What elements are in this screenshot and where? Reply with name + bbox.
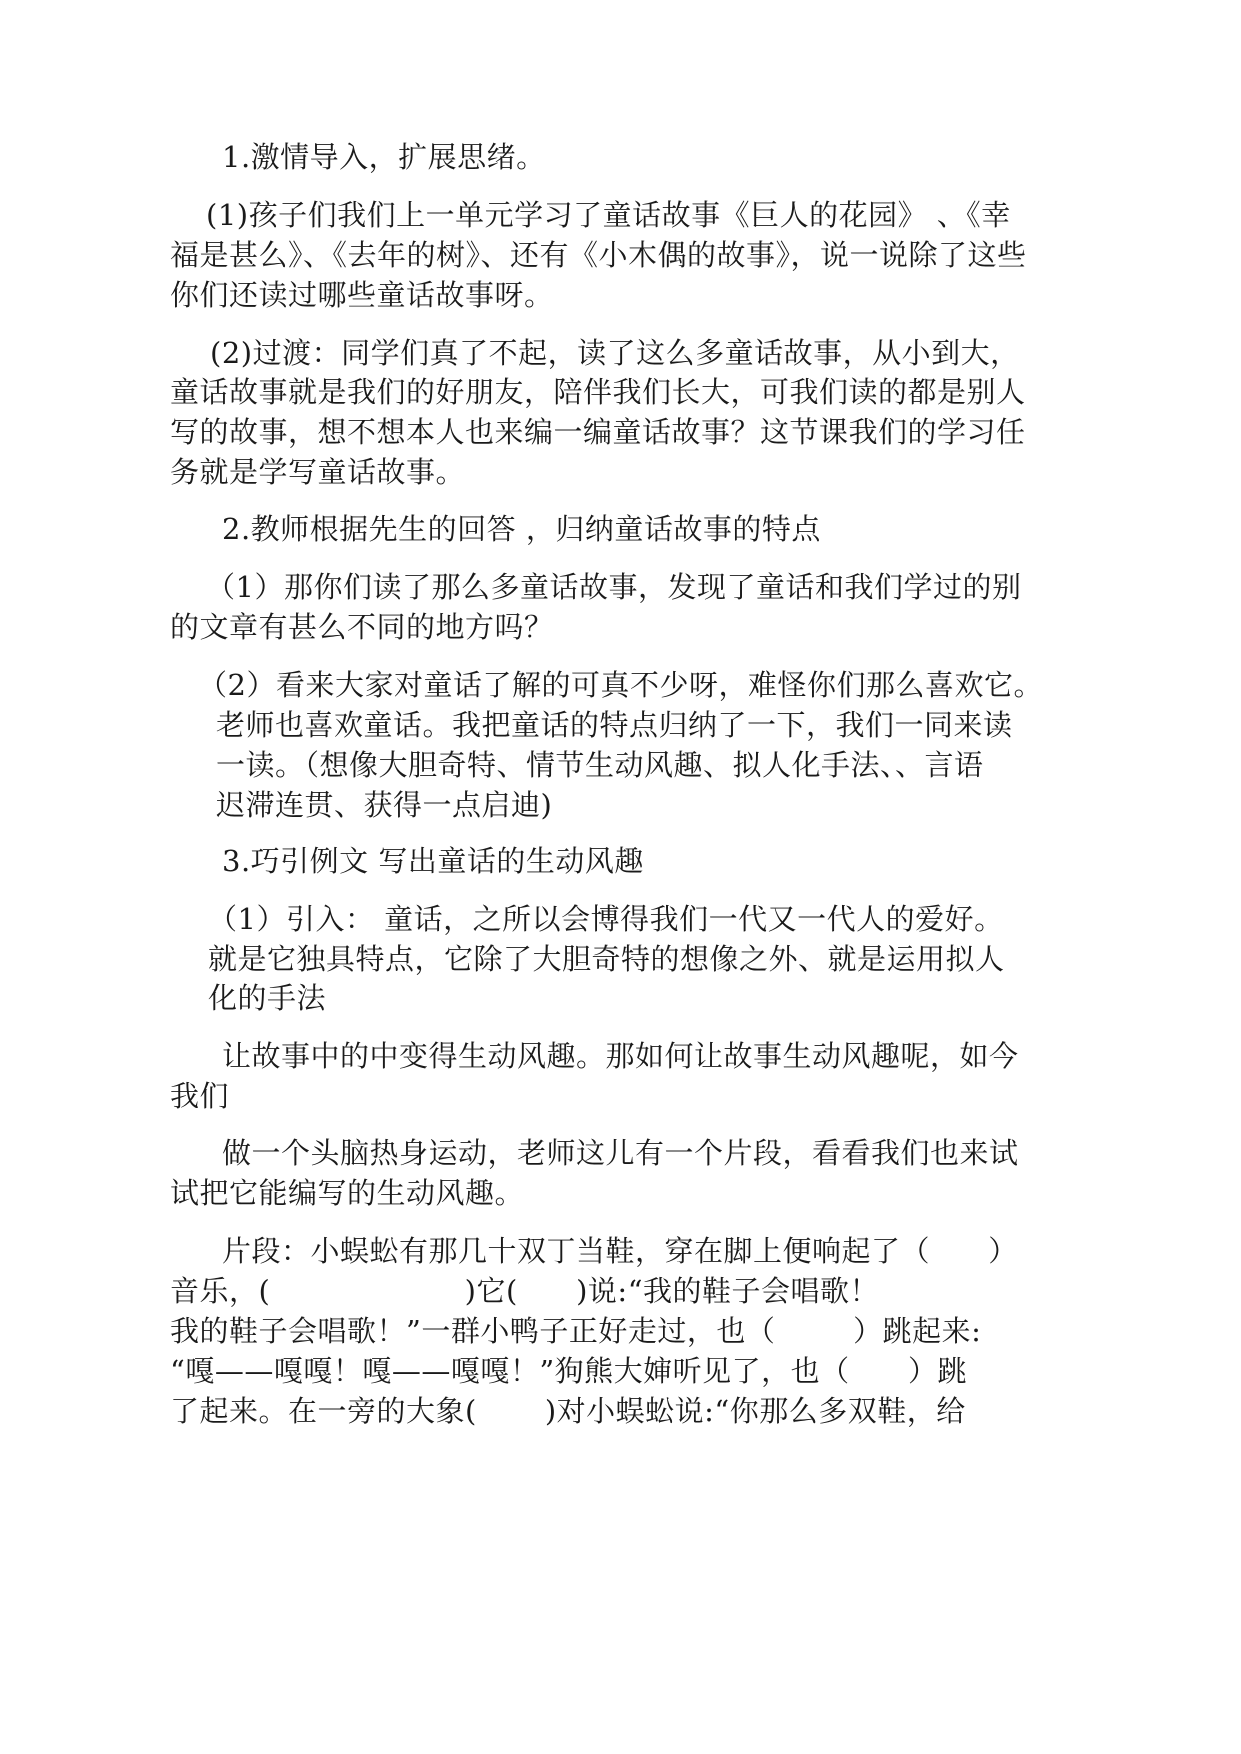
text-line-7: 写的故事，想不想本人也来编一编童话故事？这节课我们的学习任 bbox=[170, 415, 1026, 449]
text-line-27: “嘎——嘎嘎！嘎——嘎嘎！”狗熊大婶听见了，也（ ）跳 bbox=[170, 1354, 967, 1388]
text-line-5: (2)过渡：同学们真了不起，读了这么多童话故事，从小到大， bbox=[210, 336, 1020, 370]
text-line-21: 我们 bbox=[170, 1079, 230, 1113]
text-line-25: 音乐，( )它( )说:“我的鞋子会唱歌！ bbox=[170, 1274, 880, 1308]
text-line-8: 务就是学写童话故事。 bbox=[170, 455, 466, 489]
text-line-18: 就是它独具特点，它除了大胆奇特的想像之外、就是运用拟人 bbox=[208, 942, 1005, 976]
text-line-28: 了起来。在一旁的大象( )对小蜈蚣说:“你那么多双鞋，给 bbox=[170, 1394, 966, 1428]
text-line-24: 片段：小蜈蚣有那几十双丁当鞋，穿在脚上便响起了（ ） bbox=[222, 1234, 1018, 1268]
text-line-15: 迟滞连贯、获得一点启迪) bbox=[216, 788, 553, 822]
text-line-20: 让故事中的中变得生动风趣。那如何让故事生动风趣呢，如今 bbox=[222, 1039, 1019, 1073]
text-line-11: 的文章有甚么不同的地方吗？ bbox=[170, 610, 554, 644]
text-line-3: 福是甚么》、《去年的树》、还有《小木偶的故事》，说一说除了这些 bbox=[170, 238, 1027, 272]
text-line-1: 1.激情导入，扩展思绪。 bbox=[222, 140, 546, 174]
text-line-6: 童话故事就是我们的好朋友，陪伴我们长大，可我们读的都是别人 bbox=[170, 375, 1026, 409]
text-line-13: 老师也喜欢童话。我把童话的特点归纳了一下，我们一同来读 bbox=[216, 708, 1013, 742]
text-line-2: (1)孩子们我们上一单元学习了童话故事《巨人的花园》 、《幸 bbox=[206, 198, 1011, 232]
text-line-12: （2）看来大家对童话了解的可真不少呀，难怪你们那么喜欢它。 bbox=[198, 668, 1043, 702]
text-line-4: 你们还读过哪些童话故事呀。 bbox=[170, 278, 554, 312]
text-line-19: 化的手法 bbox=[208, 981, 327, 1015]
text-line-22: 做一个头脑热身运动，老师这儿有一个片段，看看我们也来试 bbox=[222, 1136, 1019, 1170]
text-line-9: 2.教师根据先生的回答 ，归纳童话故事的特点 bbox=[222, 512, 821, 546]
text-line-10: （1）那你们读了那么多童话故事，发现了童话和我们学过的别 bbox=[206, 570, 1022, 604]
text-line-14: 一读。（想像大胆奇特、情节生动风趣、拟人化手法、、言语 bbox=[216, 748, 984, 782]
text-line-23: 试把它能编写的生动风趣。 bbox=[170, 1176, 525, 1210]
text-line-16: 3.巧引例文 写出童话的生动风趣 bbox=[222, 844, 644, 878]
text-line-17: （1）引入： 童话，之所以会博得我们一代又一代人的爱好。 bbox=[208, 902, 1004, 936]
text-line-26: 我的鞋子会唱歌！”一群小鸭子正好走过，也（ ）跳起来: bbox=[170, 1314, 982, 1348]
